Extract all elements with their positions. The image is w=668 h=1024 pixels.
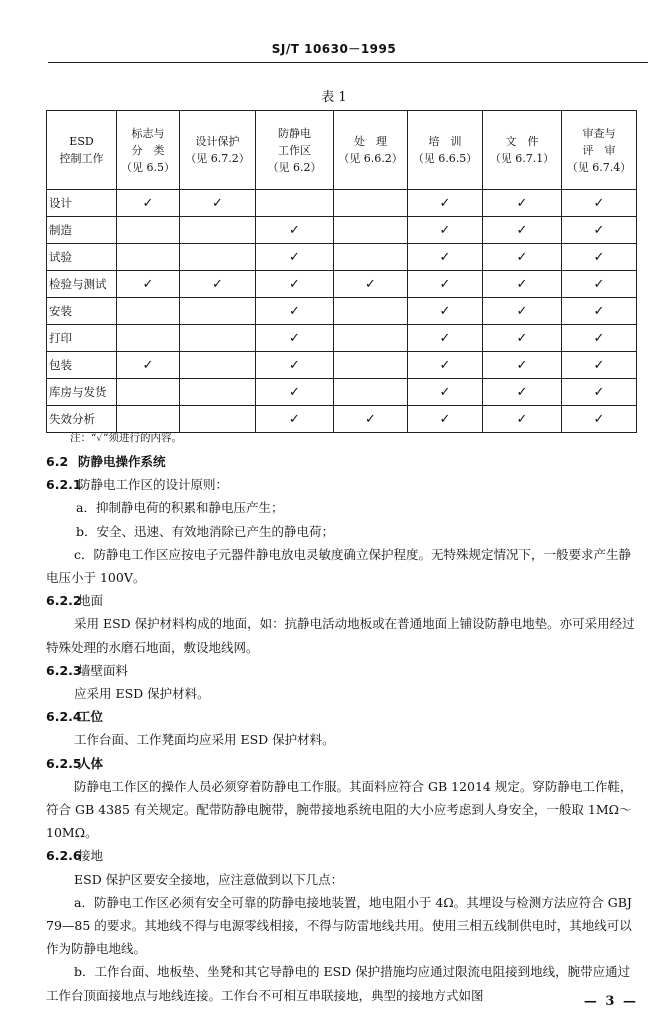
list-item-a: a．防静电工作区必须有安全可靠的防静电接地装置，地电阻小于 4Ω。其埋设与检测方法应符合 GBJ 79—85 的要求。其地线不得与电源零线相接，不得与防雷地线共用。使用三相五线制供电时，其地线可以作为防静电地线。 bbox=[46, 894, 632, 957]
table-row bbox=[47, 271, 637, 298]
column-header-name: 设计保护 bbox=[195, 135, 240, 148]
table-title: 表 1 bbox=[321, 90, 347, 105]
column-header-ref: （见 6.2） bbox=[267, 160, 322, 174]
section-title: 防静电操作系统 bbox=[78, 454, 166, 469]
row-label: 安装 bbox=[47, 298, 117, 325]
empty-cell bbox=[334, 298, 408, 325]
empty-cell bbox=[256, 190, 334, 217]
check-mark-cell: ✓ bbox=[256, 271, 334, 298]
column-header-ref: （见 6.5） bbox=[121, 160, 175, 174]
check-mark-cell: ✓ bbox=[256, 379, 334, 406]
check-mark-cell: ✓ bbox=[256, 352, 334, 379]
section-number: 6.2.6 bbox=[46, 848, 82, 864]
paragraph: 采用 ESD 保护材料构成的地面，如：抗静电活动地板或在普通地面上铺设防静电地垫。亦可采用经过特殊处理的水磨石地面，敷设地线网。 bbox=[46, 616, 635, 655]
page-number: — 3 — bbox=[583, 994, 638, 1009]
check-mark-cell: ✓ bbox=[562, 325, 637, 352]
paragraph: 防静电工作区的操作人员必须穿着防静电工作服。其面料应符合 GB 12014 规定。穿防静电工作鞋，符合 GB 4385 有关规定。配带防静电腕带，腕带接地系统电阻的大小应考虑到人身安全，一般取 1MΩ～10MΩ。 bbox=[46, 778, 633, 841]
check-mark-cell: ✓ bbox=[408, 244, 483, 271]
check-mark-cell: ✓ bbox=[483, 379, 562, 406]
empty-cell bbox=[180, 352, 256, 379]
check-mark-cell: ✓ bbox=[408, 190, 483, 217]
empty-cell bbox=[334, 325, 408, 352]
row-label: 制造 bbox=[47, 217, 117, 244]
empty-cell bbox=[180, 298, 256, 325]
section-title: 工位 bbox=[78, 709, 104, 725]
section-number: 6.2.4 bbox=[46, 709, 82, 725]
check-mark-cell: ✓ bbox=[256, 298, 334, 325]
column-header-ref: （见 6.7.2） bbox=[185, 152, 250, 165]
row-label: 设计 bbox=[47, 190, 117, 217]
empty-cell bbox=[117, 244, 180, 271]
row-label: 包装 bbox=[47, 352, 117, 379]
check-mark-cell: ✓ bbox=[562, 298, 637, 325]
check-mark-cell: ✓ bbox=[483, 244, 562, 271]
esd-control-table bbox=[46, 110, 637, 433]
column-header-ref: （见 6.6.5） bbox=[412, 152, 478, 165]
table-body bbox=[47, 190, 637, 433]
check-mark-cell: ✓ bbox=[562, 190, 637, 217]
column-header bbox=[256, 111, 334, 190]
section-6-2-4-heading bbox=[46, 705, 636, 728]
row-label: 试验 bbox=[47, 244, 117, 271]
check-mark-cell: ✓ bbox=[483, 352, 562, 379]
empty-cell bbox=[334, 379, 408, 406]
table-row bbox=[47, 406, 637, 433]
check-mark-cell: ✓ bbox=[562, 217, 637, 244]
column-header-sub: 评 审 bbox=[582, 143, 616, 157]
column-header bbox=[334, 111, 408, 190]
column-header-ref: （见 6.7.4） bbox=[566, 160, 632, 174]
check-mark-cell: ✓ bbox=[408, 271, 483, 298]
column-header bbox=[180, 111, 256, 190]
section-number: 6.2.3 bbox=[46, 662, 82, 678]
list-item-b: b．工作台面、地板垫、坐凳和其它导静电的 ESD 保护措施均应通过限流电阻接到地线，腕带应通过工作台顶面接地点与地线连接。工作台不可相互串联接地，典型的接地方式如图 bbox=[46, 964, 631, 1003]
table-row bbox=[47, 325, 637, 352]
check-mark-cell: ✓ bbox=[483, 217, 562, 244]
check-mark-cell: ✓ bbox=[334, 271, 408, 298]
empty-cell bbox=[180, 325, 256, 352]
section-title: 地面 bbox=[78, 593, 104, 609]
check-mark-cell: ✓ bbox=[256, 244, 334, 271]
check-mark-cell: ✓ bbox=[483, 406, 562, 433]
row-label: 库房与发货 bbox=[47, 379, 117, 406]
column-header bbox=[408, 111, 483, 190]
table-row bbox=[47, 352, 637, 379]
column-header bbox=[483, 111, 562, 190]
column-header-ref: （见 6.6.2） bbox=[338, 152, 403, 165]
check-mark-cell: ✓ bbox=[483, 190, 562, 217]
column-header-name: 防静电 bbox=[278, 126, 311, 140]
section-number: 6.2.1 bbox=[46, 477, 82, 493]
column-header-sub: 工作区 bbox=[278, 143, 311, 157]
check-mark-cell: ✓ bbox=[256, 406, 334, 433]
column-header-name: 标志与 bbox=[131, 126, 165, 140]
check-mark-cell: ✓ bbox=[180, 190, 256, 217]
section-title: 接地 bbox=[78, 848, 104, 864]
check-mark-cell: ✓ bbox=[562, 244, 637, 271]
column-header-name: 文 件 bbox=[505, 135, 539, 148]
check-mark-cell: ✓ bbox=[180, 271, 256, 298]
column-header bbox=[47, 111, 117, 190]
check-mark-cell: ✓ bbox=[117, 271, 180, 298]
empty-cell bbox=[117, 379, 180, 406]
check-mark-cell: ✓ bbox=[562, 352, 637, 379]
check-mark-cell: ✓ bbox=[562, 406, 637, 433]
body-text bbox=[46, 450, 636, 1007]
empty-cell bbox=[334, 217, 408, 244]
section-6-2-6-heading bbox=[46, 844, 636, 867]
section-6-2-3-heading bbox=[46, 659, 636, 682]
column-header-sub: 控制工作 bbox=[59, 152, 104, 165]
check-mark-cell: ✓ bbox=[117, 352, 180, 379]
paragraph: ESD 保护区要安全接地，应注意做到以下几点： bbox=[74, 871, 344, 887]
empty-cell bbox=[334, 244, 408, 271]
check-mark-cell: ✓ bbox=[408, 217, 483, 244]
column-header bbox=[562, 111, 637, 190]
empty-cell bbox=[334, 190, 408, 217]
list-item-b: b．安全、迅速、有效地消除已产生的静电荷； bbox=[76, 523, 335, 539]
page-header: SJ/T 10630－1995 bbox=[0, 40, 668, 57]
check-mark-cell: ✓ bbox=[562, 271, 637, 298]
section-title: 防静电工作区的设计原则： bbox=[78, 477, 229, 493]
empty-cell bbox=[180, 244, 256, 271]
row-label: 失效分析 bbox=[47, 406, 117, 433]
section-6-2-5-heading bbox=[46, 752, 636, 775]
table-row bbox=[47, 244, 637, 271]
check-mark-cell: ✓ bbox=[117, 190, 180, 217]
column-header-name: 培 训 bbox=[428, 135, 462, 148]
check-mark-cell: ✓ bbox=[256, 325, 334, 352]
check-mark-cell: ✓ bbox=[256, 217, 334, 244]
check-mark-cell: ✓ bbox=[408, 406, 483, 433]
column-header-name: 处 理 bbox=[354, 135, 387, 148]
list-item-a: a．抑制静电荷的积累和静电压产生； bbox=[76, 500, 284, 516]
table-note: 注：“✓”须进行的内容。 bbox=[70, 432, 183, 444]
column-header-name: ESD bbox=[69, 135, 94, 148]
empty-cell bbox=[334, 352, 408, 379]
section-number: 6.2.5 bbox=[46, 755, 82, 771]
table-row bbox=[47, 190, 637, 217]
section-number: 6.2.2 bbox=[46, 593, 82, 609]
column-header-ref: （见 6.7.1） bbox=[489, 152, 555, 165]
section-number: 6.2 bbox=[46, 454, 69, 469]
column-header bbox=[117, 111, 180, 190]
check-mark-cell: ✓ bbox=[334, 406, 408, 433]
empty-cell bbox=[117, 298, 180, 325]
table-row bbox=[47, 298, 637, 325]
empty-cell bbox=[117, 325, 180, 352]
row-label: 打印 bbox=[47, 325, 117, 352]
column-header-name: 审查与 bbox=[582, 126, 616, 140]
table-row bbox=[47, 379, 637, 406]
check-mark-cell: ✓ bbox=[562, 379, 637, 406]
empty-cell bbox=[180, 406, 256, 433]
section-6-2-2-heading bbox=[46, 589, 636, 612]
section-title: 墙壁面料 bbox=[78, 662, 129, 678]
check-mark-cell: ✓ bbox=[408, 379, 483, 406]
check-mark-cell: ✓ bbox=[483, 271, 562, 298]
empty-cell bbox=[180, 379, 256, 406]
paragraph: 工作台面、工作凳面均应采用 ESD 保护材料。 bbox=[74, 732, 335, 748]
empty-cell bbox=[117, 406, 180, 433]
paragraph: 应采用 ESD 保护材料。 bbox=[74, 686, 210, 702]
check-mark-cell: ✓ bbox=[483, 325, 562, 352]
section-6-2-heading bbox=[46, 450, 636, 473]
table-row bbox=[47, 217, 637, 244]
section-title: 人体 bbox=[78, 755, 104, 771]
list-item-c: c．防静电工作区应按电子元器件静电放电灵敏度确立保护程度。无特殊规定情况下，一般要求产生静电压小于 100V。 bbox=[46, 546, 632, 586]
check-mark-cell: ✓ bbox=[408, 325, 483, 352]
empty-cell bbox=[180, 217, 256, 244]
table-header-row bbox=[47, 111, 637, 190]
section-6-2-1-heading bbox=[46, 473, 636, 496]
empty-cell bbox=[117, 217, 180, 244]
check-mark-cell: ✓ bbox=[483, 298, 562, 325]
row-label: 检验与测试 bbox=[47, 271, 117, 298]
check-mark-cell: ✓ bbox=[408, 352, 483, 379]
check-mark-cell: ✓ bbox=[408, 298, 483, 325]
column-header-sub: 分 类 bbox=[131, 143, 165, 157]
